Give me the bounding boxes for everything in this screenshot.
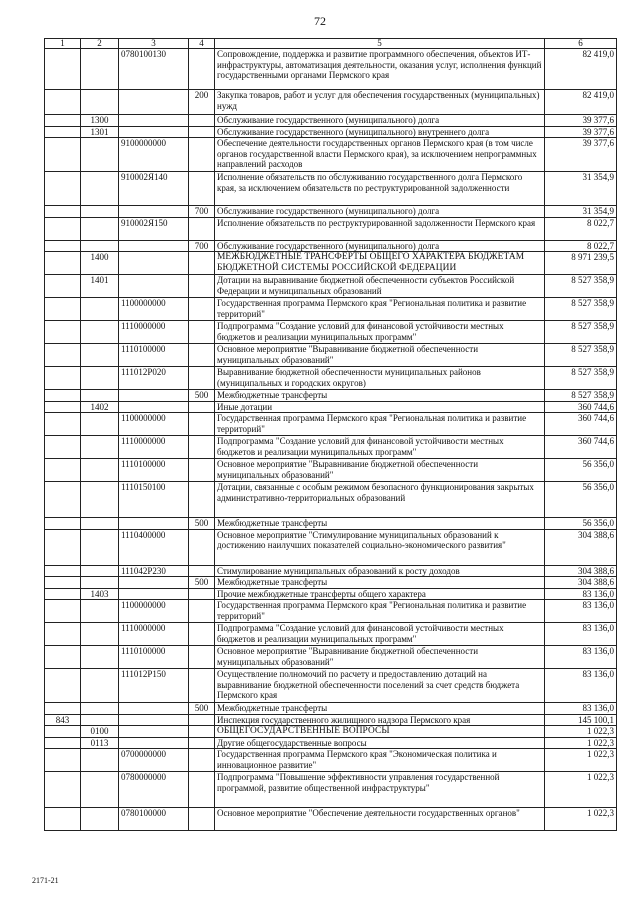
amount-cell: 304 388,6 [545,565,617,577]
amount-cell: 8 527 358,9 [545,390,617,402]
amount-cell: 1 022,3 [545,749,617,772]
expense-type-cell [189,252,215,275]
item-name-cell: МЕЖБЮДЖЕТНЫЕ ТРАНСФЕРТЫ ОБЩЕГО ХАРАКТЕРА БЮДЖЕТАМ БЮДЖЕТНОЙ СИСТЕМЫ РОССИЙСКОЙ ФЕДЕРАЦИИ [215,252,545,275]
expense-type-cell [189,588,215,600]
expense-type-cell: 700 [189,240,215,252]
expense-type-cell [189,459,215,482]
target-article-cell [119,90,189,115]
ministry-code-cell [45,413,81,436]
section-code-cell [81,217,119,240]
target-article-cell: 1110100000 [119,459,189,482]
item-name-cell: ОБЩЕГОСУДАРСТВЕННЫЕ ВОПРОСЫ [215,726,545,738]
ministry-code-cell [45,126,81,138]
ministry-code-cell [45,577,81,589]
table-row [45,436,617,459]
target-article-cell: 1110100000 [119,646,189,669]
expense-type-cell [189,321,215,344]
amount-cell: 8 527 358,9 [545,275,617,298]
item-name-cell: Межбюджетные трансферты [215,518,545,530]
table-row [45,401,617,413]
ministry-code-cell [45,623,81,646]
section-code-cell [81,669,119,703]
target-article-cell [119,206,189,218]
target-article-cell: 111012Р150 [119,669,189,703]
table-row [45,115,617,127]
amount-cell: 56 356,0 [545,518,617,530]
target-article-cell [119,126,189,138]
ministry-code-cell [45,772,81,808]
amount-cell: 8 022,7 [545,240,617,252]
target-article-cell: 0780100000 [119,808,189,831]
section-code-cell [81,321,119,344]
table-row [45,623,617,646]
ministry-code-cell [45,749,81,772]
expense-type-cell [189,529,215,565]
amount-cell: 8 022,7 [545,217,617,240]
table-row [45,565,617,577]
section-code-cell: 1401 [81,275,119,298]
expense-type-cell: 500 [189,703,215,715]
section-code-cell [81,172,119,206]
target-article-cell: 0700000000 [119,749,189,772]
ministry-code-cell [45,646,81,669]
amount-cell: 39 377,6 [545,115,617,127]
target-article-cell: 9100000000 [119,138,189,172]
item-name-cell: Иные дотации [215,401,545,413]
expense-type-cell [189,600,215,623]
target-article-cell: 1110100000 [119,344,189,367]
item-name-cell: Государственная программа Пермского края "Региональная политика и развитие территорий" [215,413,545,436]
expense-type-cell [189,275,215,298]
target-article-cell: 1110150100 [119,482,189,518]
item-name-cell: Подпрограмма "Создание условий для финансовой устойчивости местных бюджетов и реализации муниципальных программ" [215,321,545,344]
expense-type-cell: 500 [189,518,215,530]
table-row [45,138,617,172]
item-name-cell: Исполнение обязательств по реструктурированной задолженности Пермского края [215,217,545,240]
target-article-cell [119,401,189,413]
expense-type-cell [189,623,215,646]
table-row [45,772,617,808]
target-article-cell: 111012Р020 [119,367,189,390]
amount-cell: 360 744,6 [545,413,617,436]
section-code-cell: 1400 [81,252,119,275]
ministry-code-cell [45,436,81,459]
section-code-cell [81,367,119,390]
amount-cell: 39 377,6 [545,138,617,172]
section-code-cell [81,529,119,565]
table-row [45,172,617,206]
amount-cell: 83 136,0 [545,669,617,703]
table-row [45,126,617,138]
ministry-code-cell [45,726,81,738]
ministry-code-cell [45,298,81,321]
column-header-1: 1 [45,39,81,49]
section-code-cell [81,344,119,367]
table-row [45,252,617,275]
amount-cell: 83 136,0 [545,600,617,623]
amount-cell: 82 419,0 [545,90,617,115]
ministry-code-cell [45,49,81,90]
expense-type-cell [189,565,215,577]
table-row [45,206,617,218]
column-header-6: 6 [545,39,617,49]
expense-type-cell [189,344,215,367]
expense-type-cell: 500 [189,390,215,402]
table-row [45,529,617,565]
item-name-cell: Другие общегосударственные вопросы [215,737,545,749]
section-code-cell [81,646,119,669]
table-row [45,737,617,749]
item-name-cell: Выравнивание бюджетной обеспеченности муниципальных районов (муниципальных и городских округов) [215,367,545,390]
ministry-code-cell [45,390,81,402]
ministry-code-cell [45,240,81,252]
target-article-cell [119,577,189,589]
ministry-code-cell [45,518,81,530]
section-code-cell [81,565,119,577]
table-row [45,703,617,715]
item-name-cell: Обслуживание государственного (муниципального) долга [215,206,545,218]
table-row [45,714,617,726]
target-article-cell [119,252,189,275]
section-code-cell [81,623,119,646]
amount-cell: 56 356,0 [545,459,617,482]
ministry-code-cell [45,138,81,172]
amount-cell: 39 377,6 [545,126,617,138]
expense-type-cell [189,646,215,669]
amount-cell: 8 527 358,9 [545,321,617,344]
section-code-cell [81,518,119,530]
target-article-cell: 1110000000 [119,321,189,344]
target-article-cell [119,703,189,715]
target-article-cell: 0780100130 [119,49,189,90]
ministry-code-cell [45,808,81,831]
budget-table [44,38,617,831]
ministry-code-cell [45,321,81,344]
ministry-code-cell [45,206,81,218]
section-code-cell [81,240,119,252]
amount-cell: 31 354,9 [545,172,617,206]
ministry-code-cell [45,737,81,749]
amount-cell: 304 388,6 [545,577,617,589]
target-article-cell [119,390,189,402]
target-article-cell [119,737,189,749]
section-code-cell [81,206,119,218]
item-name-cell: Дотации, связанные с особым режимом безопасного функционирования закрытых административно-территориальных образований [215,482,545,518]
item-name-cell: Стимулирование муниципальных образований к росту доходов [215,565,545,577]
table-row [45,518,617,530]
item-name-cell: Межбюджетные трансферты [215,390,545,402]
expense-type-cell [189,436,215,459]
amount-cell: 83 136,0 [545,588,617,600]
amount-cell: 8 527 358,9 [545,298,617,321]
item-name-cell: Основное мероприятие "Обеспечение деятельности государственных органов" [215,808,545,831]
ministry-code-cell [45,482,81,518]
expense-type-cell [189,669,215,703]
item-name-cell: Основное мероприятие "Стимулирование муниципальных образований к достижению наилучших показателей социально-экономического развития" [215,529,545,565]
expense-type-cell [189,726,215,738]
ministry-code-cell [45,367,81,390]
item-name-cell: Государственная программа Пермского края "Региональная политика и развитие территорий" [215,298,545,321]
amount-cell: 8 527 358,9 [545,344,617,367]
expense-type-cell [189,714,215,726]
amount-cell: 8 971 239,5 [545,252,617,275]
target-article-cell: 1100000000 [119,413,189,436]
target-article-cell [119,115,189,127]
section-code-cell [81,482,119,518]
item-name-cell: Основное мероприятие "Выравнивание бюджетной обеспеченности муниципальных образований" [215,344,545,367]
target-article-cell: 1110000000 [119,436,189,459]
section-code-cell [81,49,119,90]
ministry-code-cell [45,459,81,482]
amount-cell: 360 744,6 [545,401,617,413]
item-name-cell: Закупка товаров, работ и услуг для обеспечения государственных (муниципальных) нужд [215,90,545,115]
table-row [45,275,617,298]
section-code-cell: 1403 [81,588,119,600]
ministry-code-cell [45,172,81,206]
section-code-cell [81,459,119,482]
expense-type-cell [189,115,215,127]
expense-type-cell [189,49,215,90]
amount-cell: 145 100,1 [545,714,617,726]
expense-type-cell [189,737,215,749]
target-article-cell [119,726,189,738]
item-name-cell: Основное мероприятие "Выравнивание бюджетной обеспеченности муниципальных образований" [215,459,545,482]
amount-cell: 83 136,0 [545,646,617,669]
amount-cell: 83 136,0 [545,703,617,715]
expense-type-cell [189,126,215,138]
table-row [45,726,617,738]
expense-type-cell [189,401,215,413]
item-name-cell: Обеспечение деятельности государственных органов Пермского края (в том числе органов государственной власти Пермского края), за исключением непрограммных направлений расходов [215,138,545,172]
target-article-cell: 1110000000 [119,623,189,646]
target-article-cell [119,518,189,530]
item-name-cell: Основное мероприятие "Выравнивание бюджетной обеспеченности муниципальных образований" [215,646,545,669]
item-name-cell: Подпрограмма "Создание условий для финансовой устойчивости местных бюджетов и реализации муниципальных программ" [215,623,545,646]
amount-cell: 1 022,3 [545,726,617,738]
ministry-code-cell [45,588,81,600]
section-code-cell [81,714,119,726]
item-name-cell: Подпрограмма "Создание условий для финансовой устойчивости местных бюджетов и реализации муниципальных программ" [215,436,545,459]
table-row [45,344,617,367]
expense-type-cell [189,138,215,172]
column-header-4: 4 [189,39,215,49]
expense-type-cell [189,172,215,206]
section-code-cell [81,138,119,172]
item-name-cell: Дотации на выравнивание бюджетной обеспеченности субъектов Российской Федерации и муниципальных образований [215,275,545,298]
amount-cell: 82 419,0 [545,49,617,90]
ministry-code-cell [45,401,81,413]
table-row [45,577,617,589]
section-code-cell: 1300 [81,115,119,127]
section-code-cell: 1402 [81,401,119,413]
document-code: 2171-21 [32,876,59,885]
target-article-cell: 0780000000 [119,772,189,808]
target-article-cell: 1100000000 [119,600,189,623]
target-article-cell: 910002Я140 [119,172,189,206]
item-name-cell: Государственная программа Пермского края "Экономическая политика и инновационное развитие" [215,749,545,772]
table-row [45,90,617,115]
target-article-cell: 910002Я150 [119,217,189,240]
expense-type-cell: 200 [189,90,215,115]
ministry-code-cell [45,565,81,577]
column-header-5: 5 [215,39,545,49]
target-article-cell: 1110400000 [119,529,189,565]
target-article-cell [119,714,189,726]
ministry-code-cell [45,275,81,298]
table-row [45,367,617,390]
table-row [45,240,617,252]
expense-type-cell [189,772,215,808]
expense-type-cell [189,217,215,240]
ministry-code-cell [45,529,81,565]
section-code-cell [81,436,119,459]
amount-cell: 83 136,0 [545,623,617,646]
table-header-row [45,39,617,49]
item-name-cell: Прочие межбюджетные трансферты общего характера [215,588,545,600]
target-article-cell: 1100000000 [119,298,189,321]
ministry-code-cell [45,252,81,275]
expense-type-cell: 700 [189,206,215,218]
section-code-cell [81,413,119,436]
section-code-cell [81,772,119,808]
table-row [45,808,617,831]
section-code-cell [81,749,119,772]
expense-type-cell [189,749,215,772]
section-code-cell [81,298,119,321]
item-name-cell: Осуществление полномочий по расчету и предоставлению дотаций на выравнивание бюджетной обеспеченности поселений за счет средств бюджета Пермского края [215,669,545,703]
table-row [45,482,617,518]
expense-type-cell [189,367,215,390]
table-row [45,217,617,240]
ministry-code-cell [45,115,81,127]
table-row [45,321,617,344]
target-article-cell [119,240,189,252]
expense-type-cell [189,482,215,518]
amount-cell: 1 022,3 [545,737,617,749]
section-code-cell: 1301 [81,126,119,138]
expense-type-cell: 500 [189,577,215,589]
item-name-cell: Инспекция государственного жилищного надзора Пермского края [215,714,545,726]
target-article-cell [119,588,189,600]
section-code-cell [81,390,119,402]
ministry-code-cell [45,669,81,703]
amount-cell: 8 527 358,9 [545,367,617,390]
item-name-cell: Обслуживание государственного (муниципального) долга [215,115,545,127]
section-code-cell [81,600,119,623]
target-article-cell [119,275,189,298]
item-name-cell: Межбюджетные трансферты [215,577,545,589]
item-name-cell: Обслуживание государственного (муниципального) долга [215,240,545,252]
table-row [45,298,617,321]
table-row [45,646,617,669]
item-name-cell: Обслуживание государственного (муниципального) внутреннего долга [215,126,545,138]
ministry-code-cell [45,344,81,367]
ministry-code-cell [45,703,81,715]
expense-type-cell [189,808,215,831]
item-name-cell: Государственная программа Пермского края "Региональная политика и развитие территорий" [215,600,545,623]
target-article-cell: 111042Р230 [119,565,189,577]
amount-cell: 56 356,0 [545,482,617,518]
ministry-code-cell: 843 [45,714,81,726]
section-code-cell [81,90,119,115]
ministry-code-cell [45,217,81,240]
item-name-cell: Подпрограмма "Повышение эффективности управления государственной программой, развитие общественной инфраструктуры" [215,772,545,808]
ministry-code-cell [45,600,81,623]
expense-type-cell [189,413,215,436]
table-row [45,588,617,600]
amount-cell: 31 354,9 [545,206,617,218]
amount-cell: 304 388,6 [545,529,617,565]
page-number: 72 [314,14,326,28]
section-code-cell [81,703,119,715]
section-code-cell: 0113 [81,737,119,749]
section-code-cell [81,808,119,831]
amount-cell: 1 022,3 [545,772,617,808]
table-row [45,390,617,402]
table-row [45,459,617,482]
item-name-cell: Исполнение обязательств по обслуживанию государственного долга Пермского края, за исключением обязательств по реструктурированной задолженности [215,172,545,206]
table-row [45,669,617,703]
section-code-cell [81,577,119,589]
column-header-3: 3 [119,39,189,49]
amount-cell: 1 022,3 [545,808,617,831]
expense-type-cell [189,298,215,321]
item-name-cell: Сопровождение, поддержка и развитие программного обеспечения, объектов ИТ-инфраструктуры, автоматизация деятельности, оказания услуг, исполнения функций государственными органами Пермского края [215,49,545,90]
item-name-cell: Межбюджетные трансферты [215,703,545,715]
column-header-2: 2 [81,39,119,49]
table-row [45,49,617,90]
table-row [45,600,617,623]
section-code-cell: 0100 [81,726,119,738]
table-row [45,749,617,772]
table-row [45,413,617,436]
ministry-code-cell [45,90,81,115]
budget-table-body [45,49,617,831]
amount-cell: 360 744,6 [545,436,617,459]
